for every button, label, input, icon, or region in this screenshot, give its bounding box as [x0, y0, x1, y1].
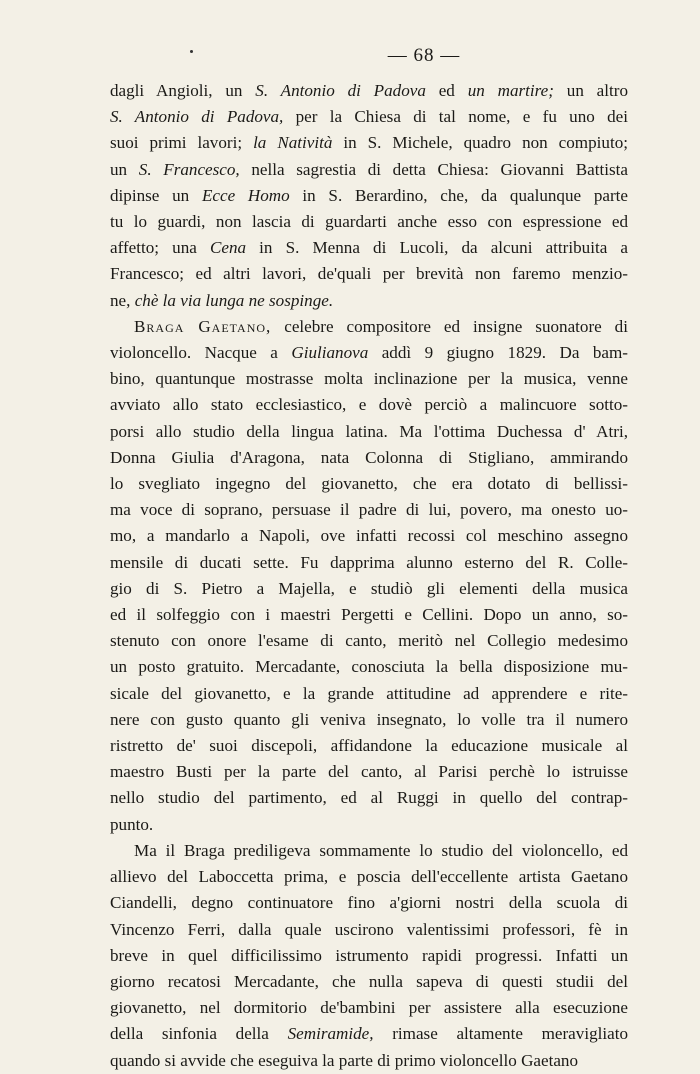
- text-line: [110, 628, 628, 654]
- italic-text: la Natività: [253, 133, 333, 153]
- text-segment: della sinfonia della: [110, 1024, 288, 1044]
- text-line: [110, 654, 628, 680]
- text-line: [110, 812, 628, 838]
- text-segment: Ciandelli, degno continuatore fino a'giorni nostri della scuola di: [110, 893, 628, 913]
- text-segment: nello studio del partimento, ed al Ruggi in quello del contrap-: [110, 788, 628, 808]
- text-line: [110, 576, 628, 602]
- text-segment: suoi primi lavori;: [110, 133, 254, 153]
- text-segment: celebre compositore ed insigne suonatore di: [271, 316, 628, 336]
- text-segment: bino, quantunque mostrasse molta inclinazione per la musica, venne: [110, 369, 628, 389]
- text-line: [110, 995, 628, 1021]
- text-segment: lo svegliato ingegno del giovanetto, che era dotato di bellissi-: [110, 474, 628, 494]
- text-segment: Francesco; ed altri lavori, de'quali per brevità non faremo menzio-: [110, 264, 628, 284]
- italic-text: S. Antonio di Padova: [255, 81, 426, 100]
- text-line: [110, 785, 628, 811]
- text-segment: mensile di ducati sette. Fu dapprima alunno esterno del R. Colle-: [110, 552, 628, 572]
- italic-text: Giulianova: [291, 343, 369, 363]
- text-segment: ed: [425, 81, 468, 100]
- text-segment: rimase altamente meravigliato: [373, 1024, 628, 1044]
- text-segment: nere con gusto quanto gli veniva insegnato, lo volle tra il numero: [110, 709, 628, 729]
- text-line: [110, 78, 628, 104]
- text-line: [110, 288, 628, 314]
- text-line: [110, 340, 628, 366]
- text-line: [110, 419, 628, 445]
- text-line: [110, 445, 628, 471]
- text-line: [110, 497, 628, 523]
- text-segment: nella sagrestia di detta Chiesa: Giovanni Battista: [239, 159, 628, 179]
- text-line: [110, 864, 628, 890]
- text-segment: ed il solfeggio con i maestri Pergetti e Cellini. Dopo un anno, so-: [110, 605, 628, 625]
- text-line: [110, 681, 628, 707]
- text-line: [110, 471, 628, 497]
- text-line: [110, 235, 628, 261]
- text-segment: maestro Busti per la parte del canto, al Parisi perchè lo istruisse: [110, 762, 628, 782]
- text-line: [110, 969, 628, 995]
- text-line: [110, 130, 628, 156]
- text-line: [110, 1048, 628, 1074]
- text-line: [110, 602, 628, 628]
- text-line: [110, 759, 628, 785]
- text-segment: un: [110, 159, 139, 179]
- text-line: [110, 366, 628, 392]
- text-line: [110, 1021, 628, 1047]
- page-number: — 68 —: [387, 45, 461, 66]
- text-line: [110, 104, 628, 130]
- text-segment: Donna Giulia d'Aragona, nata Colonna di Stigliano, ammirando: [110, 447, 628, 467]
- text-segment: mo, a mandarlo a Napoli, ove infatti recossi col meschino assegno: [110, 526, 628, 546]
- italic-text: Semiramide,: [287, 1024, 374, 1044]
- text-line: [110, 707, 628, 733]
- entry-heading: Braga Gaetano,: [134, 316, 272, 336]
- italic-text: Cena: [209, 238, 247, 258]
- text-line: [110, 209, 628, 235]
- scan-speck: [190, 50, 193, 53]
- text-segment: giorno recatosi Mercadante, che nulla sapeva di questi studii del: [110, 971, 628, 991]
- text-segment: allievo del Laboccetta prima, e poscia dell'eccellente artista Gaetano: [110, 867, 628, 887]
- text-segment: tu lo guardi, non lascia di guardarti anche esso con espressione ed: [110, 212, 628, 232]
- text-segment: affetto; una: [110, 238, 210, 258]
- text-line: [110, 838, 628, 864]
- text-segment: in S. Michele, quadro non compiuto;: [332, 133, 628, 153]
- text-segment: per la Chiesa di tal nome, e fu uno dei: [283, 107, 628, 127]
- text-line: [110, 550, 628, 576]
- text-line: [110, 943, 628, 969]
- text-line: [110, 733, 628, 759]
- body-text: [110, 78, 628, 1074]
- text-segment: ristretto de' suoi discepoli, affidandone la educazione musicale al: [110, 736, 628, 756]
- text-segment: sicale del giovanetto, e la grande attitudine ad apprendere e rite-: [110, 683, 628, 703]
- text-segment: dagli Angioli, un: [110, 81, 256, 100]
- text-segment: ma voce di soprano, persuase il padre di lui, povero, ma onesto uo-: [110, 500, 628, 520]
- text-line: [110, 917, 628, 943]
- italic-text: S. Francesco,: [138, 159, 240, 179]
- text-segment: in S. Menna di Lucoli, da alcuni attribuita a: [246, 238, 628, 258]
- italic-text: S. Antonio di Padova,: [110, 107, 284, 127]
- text-segment: ne,: [110, 290, 135, 310]
- text-segment: breve in quel difficilissimo istrumento rapidi progressi. Infatti un: [110, 945, 628, 965]
- text-segment: Ma il Braga prediligeva sommamente lo studio del violoncello, ed: [134, 840, 628, 860]
- text-segment: giovanetto, nel dormitorio de'bambini per assistere alla esecuzione: [110, 998, 628, 1018]
- text-line: [110, 157, 628, 183]
- text-segment: un altro: [553, 81, 628, 100]
- text-line: [110, 523, 628, 549]
- text-line: [110, 261, 628, 287]
- italic-text: un martire;: [467, 81, 554, 100]
- text-segment: addì 9 giugno 1829. Da bam-: [368, 343, 628, 363]
- text-segment: dipinse un: [110, 185, 202, 205]
- text-line: [110, 392, 628, 418]
- text-segment: violoncello. Nacque a: [110, 343, 292, 363]
- text-line: [110, 314, 628, 340]
- italic-text: Ecce Homo: [201, 185, 290, 205]
- text-line: [110, 183, 628, 209]
- text-segment: Vincenzo Ferri, dalla quale uscirono valentissimi professori, fè in: [110, 919, 628, 939]
- italic-text: chè la via lunga ne sospinge.: [134, 290, 334, 310]
- text-segment: quando si avvide che eseguiva la parte di primo violoncello Gaetano: [110, 1050, 579, 1070]
- text-segment: stenuto con onore l'esame di canto, meritò nel Collegio medesimo: [110, 631, 628, 651]
- text-segment: avviato allo stato ecclesiastico, e dovè perciò a malincuore sotto-: [110, 395, 628, 415]
- text-segment: punto.: [110, 814, 154, 834]
- text-line: [110, 890, 628, 916]
- text-segment: un posto gratuito. Mercadante, conosciuta la bella disposizione mu-: [110, 657, 628, 677]
- text-segment: porsi allo studio della lingua latina. Ma l'ottima Duchessa d' Atri,: [110, 421, 628, 441]
- text-segment: gio di S. Pietro a Majella, e studiò gli elementi della musica: [110, 578, 628, 598]
- text-segment: in S. Berardino, che, da qualunque parte: [289, 185, 628, 205]
